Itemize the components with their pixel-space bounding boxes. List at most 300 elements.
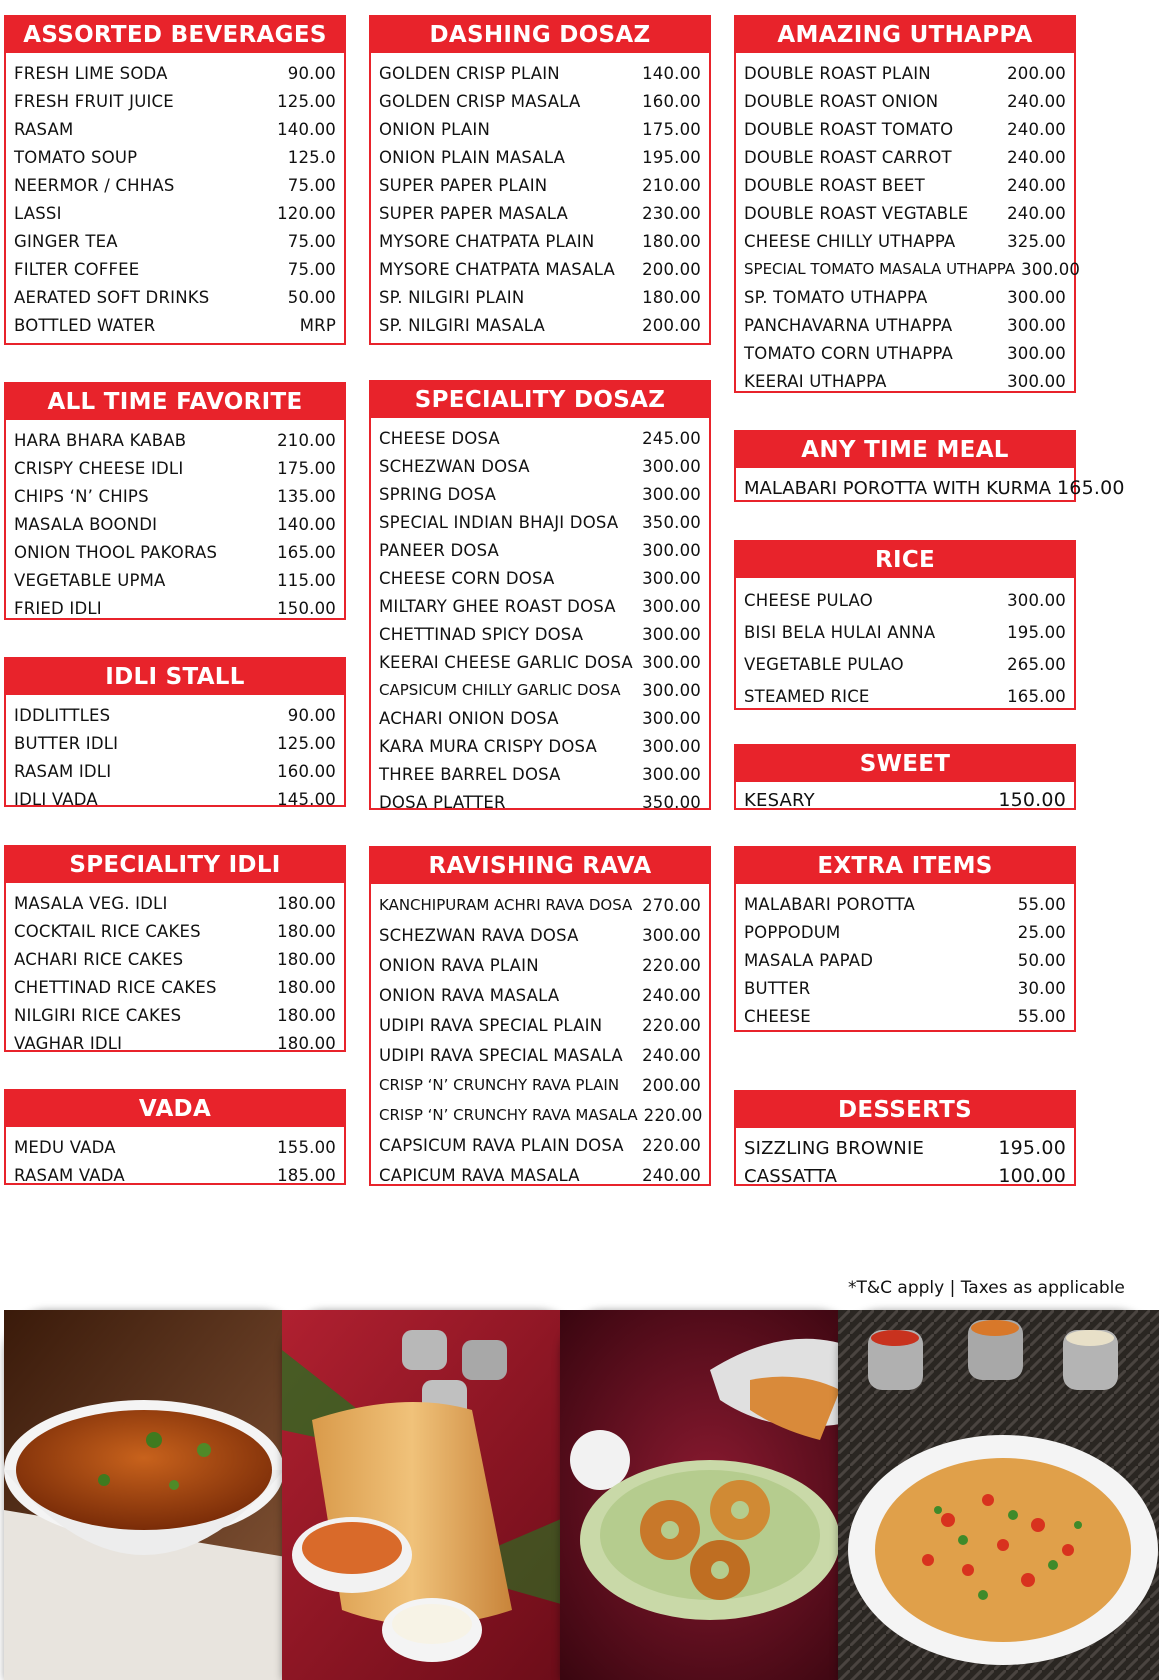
menu-item-price: 240.00 <box>1007 119 1066 139</box>
menu-item-name: DOSA PLATTER <box>379 792 506 812</box>
menu-item <box>744 788 1066 812</box>
menu-item-name: RASAM <box>14 119 74 139</box>
menu-item-price: 240.00 <box>1007 91 1066 111</box>
menu-list <box>736 782 1074 816</box>
menu-item-name: GOLDEN CRISP PLAIN <box>379 63 560 83</box>
menu-item-name: CAPSICUM RAVA PLAIN DOSA <box>379 1135 624 1155</box>
menu-item <box>14 917 336 945</box>
menu-item-name: CHEESE CORN DOSA <box>379 568 555 588</box>
menu-item-price: 210.00 <box>642 175 701 195</box>
menu-item-price: 350.00 <box>642 512 701 532</box>
menu-list <box>736 884 1074 1034</box>
menu-item-price: 220.00 <box>642 1135 701 1155</box>
menu-item-price: 230.00 <box>642 203 701 223</box>
menu-item <box>744 1002 1066 1030</box>
menu-item <box>14 227 336 255</box>
menu-item-name: DOUBLE ROAST BEET <box>744 175 925 195</box>
menu-item-name: TOMATO CORN UTHAPPA <box>744 343 953 363</box>
menu-item-name: SCHEZWAN DOSA <box>379 456 530 476</box>
menu-list <box>736 53 1081 399</box>
menu-item-price: 300.00 <box>1007 343 1066 363</box>
menu-item-name: BUTTER IDLI <box>14 733 119 753</box>
section-title: RICE <box>736 542 1074 578</box>
menu-item-name: SIZZLING BROWNIE <box>744 1137 925 1159</box>
menu-list <box>6 695 344 817</box>
menu-item-price: 350.00 <box>642 792 701 812</box>
menu-item <box>744 680 1066 712</box>
menu-item <box>14 255 336 283</box>
menu-item <box>379 788 701 816</box>
menu-item-price: 180.00 <box>277 893 336 913</box>
menu-item-name: KARA MURA CRISPY DOSA <box>379 736 597 756</box>
menu-item-price: 125.0 <box>287 147 336 167</box>
section-title: IDLI STALL <box>6 659 344 695</box>
menu-item-name: CHEESE <box>744 1006 811 1026</box>
menu-item-name: SUPER PAPER PLAIN <box>379 175 548 195</box>
menu-item-name: KANCHIPURAM ACHRI RAVA DOSA <box>379 896 633 914</box>
menu-item <box>14 785 336 813</box>
menu-item-price: 50.00 <box>287 287 336 307</box>
menu-item-name: VEGETABLE UPMA <box>14 570 166 590</box>
section-dashing-dosaz <box>369 15 711 345</box>
menu-item <box>379 143 701 171</box>
menu-item <box>14 171 336 199</box>
menu-item <box>14 1133 336 1161</box>
menu-item <box>14 757 336 785</box>
menu-item-name: ACHARI ONION DOSA <box>379 708 559 728</box>
menu-item-name: CHETTINAD SPICY DOSA <box>379 624 584 644</box>
section-title: RAVISHING RAVA <box>371 848 709 884</box>
menu-item-name: DOUBLE ROAST ONION <box>744 91 939 111</box>
menu-item-price: 165.00 <box>277 542 336 562</box>
section-speciality-dosaz <box>369 380 711 810</box>
menu-item-price: 210.00 <box>277 430 336 450</box>
menu-item <box>379 760 701 788</box>
menu-list <box>371 53 709 343</box>
menu-item-price: 175.00 <box>642 119 701 139</box>
menu-item-price: 180.00 <box>277 977 336 997</box>
menu-item <box>379 732 701 760</box>
menu-item <box>379 255 701 283</box>
menu-item <box>379 676 701 704</box>
menu-item <box>744 616 1066 648</box>
menu-item-name: MALABARI POROTTA WITH KURMA <box>744 477 1052 499</box>
menu-item-price: 300.00 <box>642 652 701 672</box>
menu-item-price: 300.00 <box>642 456 701 476</box>
menu-item <box>744 974 1066 1002</box>
menu-item <box>379 1010 701 1040</box>
menu-list <box>6 53 344 343</box>
menu-item-price: 240.00 <box>642 1045 701 1065</box>
menu-item <box>14 283 336 311</box>
menu-item <box>379 620 701 648</box>
menu-item-name: AERATED SOFT DRINKS <box>14 287 210 307</box>
menu-item-name: ONION RAVA MASALA <box>379 985 560 1005</box>
menu-item-name: ONION PLAIN <box>379 119 490 139</box>
menu-item-price: 300.00 <box>642 764 701 784</box>
menu-item-name: KEERAI CHEESE GARLIC DOSA <box>379 652 633 672</box>
menu-item-name: SP. NILGIRI PLAIN <box>379 287 525 307</box>
menu-item <box>379 592 701 620</box>
menu-item-name: UDIPI RAVA SPECIAL MASALA <box>379 1045 623 1065</box>
menu-item-price: 55.00 <box>1017 894 1066 914</box>
menu-item-name: SPECIAL TOMATO MASALA UTHAPPA <box>744 260 1016 278</box>
menu-item <box>744 648 1066 680</box>
menu-item-name: NEERMOR / CHHAS <box>14 175 175 195</box>
menu-item-name: SP. TOMATO UTHAPPA <box>744 287 928 307</box>
menu-item-name: DOUBLE ROAST TOMATO <box>744 119 954 139</box>
menu-item <box>14 729 336 757</box>
menu-item-price: 55.00 <box>1017 1006 1066 1026</box>
menu-item-name: GOLDEN CRISP MASALA <box>379 91 581 111</box>
section-speciality-idli <box>4 845 346 1052</box>
menu-item-price: 155.00 <box>277 1137 336 1157</box>
menu-item <box>744 59 1066 87</box>
menu-item <box>14 143 336 171</box>
menu-item-price: 245.00 <box>642 428 701 448</box>
menu-item-name: MYSORE CHATPATA PLAIN <box>379 231 595 251</box>
section-amazing-uthappa <box>734 15 1081 393</box>
menu-item-price: 220.00 <box>643 1105 703 1125</box>
menu-item-name: SUPER PAPER MASALA <box>379 203 568 223</box>
menu-item-price: 115.00 <box>277 570 336 590</box>
menu-item-name: UDIPI RAVA SPECIAL PLAIN <box>379 1015 603 1035</box>
menu-item-price: 75.00 <box>287 259 336 279</box>
menu-item <box>744 1162 1066 1190</box>
menu-item-price: 90.00 <box>287 705 336 725</box>
menu-item-price: 195.00 <box>642 147 701 167</box>
menu-item-name: POPPODUM <box>744 922 841 942</box>
menu-list <box>371 884 709 1194</box>
section-any-time-meal <box>734 430 1125 502</box>
terms-note: *T&C apply | Taxes as applicable <box>848 1278 1125 1298</box>
menu-item <box>14 311 336 339</box>
menu-item-price: 90.00 <box>287 63 336 83</box>
menu-item-name: DOUBLE ROAST CARROT <box>744 147 952 167</box>
section-vada <box>4 1089 346 1185</box>
section-title: SPECIALITY IDLI <box>6 847 344 883</box>
menu-item-name: MALABARI POROTTA <box>744 894 916 914</box>
menu-item <box>14 566 336 594</box>
menu-list <box>736 468 1125 506</box>
menu-item-price: 300.00 <box>642 568 701 588</box>
menu-item-name: THREE BARREL DOSA <box>379 764 561 784</box>
menu-item-price: 150.00 <box>998 789 1066 811</box>
menu-item <box>744 946 1066 974</box>
menu-item-price: 240.00 <box>1007 175 1066 195</box>
menu-item-name: RASAM VADA <box>14 1165 125 1185</box>
section-title: VADA <box>6 1091 344 1127</box>
section-title: SPECIALITY DOSAZ <box>371 382 709 418</box>
rasam-soup-photo <box>4 1310 304 1680</box>
menu-item <box>14 454 336 482</box>
menu-item-price: 75.00 <box>287 175 336 195</box>
menu-item-name: IDDLITTLES <box>14 705 111 725</box>
menu-item <box>14 538 336 566</box>
menu-item-price: 165.00 <box>1007 686 1066 706</box>
section-title: EXTRA ITEMS <box>736 848 1074 884</box>
section-title: ASSORTED BEVERAGES <box>6 17 344 53</box>
menu-item-price: 100.00 <box>998 1165 1066 1187</box>
section-title: DESSERTS <box>736 1092 1074 1128</box>
menu-item-price: 240.00 <box>642 985 701 1005</box>
menu-item <box>744 367 1066 395</box>
section-title: ALL TIME FAVORITE <box>6 384 344 420</box>
menu-item-name: FILTER COFFEE <box>14 259 140 279</box>
menu-item-name: ONION RAVA PLAIN <box>379 955 539 975</box>
menu-item <box>379 424 701 452</box>
menu-item-price: 300.00 <box>642 596 701 616</box>
menu-item-name: ACHARI RICE CAKES <box>14 949 184 969</box>
menu-item-name: VAGHAR IDLI <box>14 1033 123 1053</box>
menu-item-name: LASSI <box>14 203 62 223</box>
menu-item-name: COCKTAIL RICE CAKES <box>14 921 201 941</box>
menu-item <box>744 474 1125 502</box>
menu-list <box>736 578 1074 716</box>
menu-item <box>744 918 1066 946</box>
menu-item-name: MASALA BOONDI <box>14 514 158 534</box>
menu-item <box>379 452 701 480</box>
menu-item-name: CHIPS ‘N’ CHIPS <box>14 486 149 506</box>
menu-list <box>736 1128 1074 1194</box>
menu-item-price: 300.00 <box>1021 259 1081 279</box>
menu-item <box>14 973 336 1001</box>
menu-item-price: 25.00 <box>1017 922 1066 942</box>
menu-item-name: CRISPY CHEESE IDLI <box>14 458 184 478</box>
menu-item-name: STEAMED RICE <box>744 686 870 706</box>
menu-item-name: CHEESE CHILLY UTHAPPA <box>744 231 956 251</box>
menu-item-price: 265.00 <box>1007 654 1066 674</box>
menu-item-price: 300.00 <box>1007 371 1066 391</box>
menu-item-price: 195.00 <box>998 1137 1066 1159</box>
masala-dosa-photo <box>282 1310 582 1680</box>
uthappa-photo <box>838 1310 1159 1680</box>
menu-item-name: FRESH LIME SODA <box>14 63 168 83</box>
menu-item <box>379 480 701 508</box>
menu-item-price: 120.00 <box>277 203 336 223</box>
section-ravishing-rava <box>369 846 711 1186</box>
menu-item-name: BISI BELA HULAI ANNA <box>744 622 936 642</box>
menu-item <box>14 1161 336 1189</box>
menu-item <box>379 920 701 950</box>
menu-item-name: CRISP ‘N’ CRUNCHY RAVA PLAIN <box>379 1076 620 1094</box>
menu-item-price: 325.00 <box>1007 231 1066 251</box>
menu-item-name: HARA BHARA KABAB <box>14 430 187 450</box>
section-assorted-beverages <box>4 15 346 345</box>
menu-item <box>379 648 701 676</box>
menu-item-price: MRP <box>299 315 336 335</box>
menu-item-name: CHEESE PULAO <box>744 590 873 610</box>
menu-item-price: 220.00 <box>642 955 701 975</box>
menu-item-name: CAPICUM RAVA MASALA <box>379 1165 580 1185</box>
menu-item-price: 125.00 <box>277 91 336 111</box>
medu-vada-photo <box>560 1310 860 1680</box>
menu-item <box>379 115 701 143</box>
menu-item-name: SCHEZWAN RAVA DOSA <box>379 925 579 945</box>
menu-item-name: DOUBLE ROAST VEGTABLE <box>744 203 969 223</box>
menu-item <box>14 115 336 143</box>
menu-item <box>14 701 336 729</box>
menu-item-name: SPRING DOSA <box>379 484 497 504</box>
menu-item <box>14 87 336 115</box>
menu-item-price: 240.00 <box>1007 203 1066 223</box>
menu-item-name: KEERAI UTHAPPA <box>744 371 887 391</box>
menu-item <box>744 255 1081 283</box>
menu-item <box>379 283 701 311</box>
menu-item <box>379 890 701 920</box>
menu-item-price: 150.00 <box>277 598 336 618</box>
menu-item <box>744 311 1066 339</box>
menu-item-name: IDLI VADA <box>14 789 98 809</box>
menu-item-price: 195.00 <box>1007 622 1066 642</box>
menu-item-name: FRIED IDLI <box>14 598 102 618</box>
menu-item-name: TOMATO SOUP <box>14 147 138 167</box>
menu-item-price: 240.00 <box>1007 147 1066 167</box>
menu-item-price: 165.00 <box>1057 477 1125 499</box>
menu-list <box>371 418 709 820</box>
section-rice <box>734 540 1076 710</box>
menu-item-name: CASSATTA <box>744 1165 838 1187</box>
menu-item <box>14 482 336 510</box>
menu-item <box>744 171 1066 199</box>
menu-item-price: 180.00 <box>642 287 701 307</box>
menu-item-price: 185.00 <box>277 1165 336 1185</box>
menu-item <box>379 508 701 536</box>
menu-item-price: 180.00 <box>277 1033 336 1053</box>
menu-item <box>14 594 336 622</box>
menu-item-price: 180.00 <box>277 949 336 969</box>
menu-item-name: CAPSICUM CHILLY GARLIC DOSA <box>379 681 621 699</box>
menu-item-price: 300.00 <box>642 540 701 560</box>
menu-item <box>744 87 1066 115</box>
menu-item-price: 240.00 <box>642 1165 701 1185</box>
menu-item <box>744 339 1066 367</box>
menu-item-price: 200.00 <box>642 315 701 335</box>
menu-item-name: MASALA PAPAD <box>744 950 874 970</box>
menu-item-price: 300.00 <box>1007 287 1066 307</box>
menu-item <box>14 1001 336 1029</box>
menu-item-price: 135.00 <box>277 486 336 506</box>
menu-item-name: MYSORE CHATPATA MASALA <box>379 259 616 279</box>
menu-item-price: 180.00 <box>277 921 336 941</box>
menu-item <box>744 584 1066 616</box>
menu-item-name: PANCHAVARNA UTHAPPA <box>744 315 953 335</box>
menu-item-price: 300.00 <box>642 624 701 644</box>
section-all-time-favorite <box>4 382 346 620</box>
menu-item <box>14 889 336 917</box>
menu-item-name: BOTTLED WATER <box>14 315 156 335</box>
section-title: ANY TIME MEAL <box>736 432 1074 468</box>
menu-item <box>379 1040 701 1070</box>
menu-item-name: DOUBLE ROAST PLAIN <box>744 63 931 83</box>
menu-list <box>6 1127 344 1193</box>
section-extra-items <box>734 846 1076 1032</box>
menu-item <box>14 199 336 227</box>
menu-item <box>379 59 701 87</box>
menu-item-price: 300.00 <box>642 736 701 756</box>
menu-item-price: 160.00 <box>277 761 336 781</box>
menu-item <box>744 199 1066 227</box>
section-title: SWEET <box>736 746 1074 782</box>
menu-item-name: MEDU VADA <box>14 1137 116 1157</box>
menu-item-price: 140.00 <box>277 119 336 139</box>
menu-item <box>744 115 1066 143</box>
menu-item <box>14 59 336 87</box>
menu-item-name: FRESH FRUIT JUICE <box>14 91 174 111</box>
menu-item-price: 180.00 <box>642 231 701 251</box>
menu-item <box>379 536 701 564</box>
menu-item-name: BUTTER <box>744 978 811 998</box>
menu-item-price: 300.00 <box>1007 315 1066 335</box>
menu-item-price: 200.00 <box>642 1075 701 1095</box>
menu-item-name: PANEER DOSA <box>379 540 500 560</box>
menu-item-price: 200.00 <box>642 259 701 279</box>
menu-item-name: SPECIAL INDIAN BHAJI DOSA <box>379 512 619 532</box>
menu-item-name: RASAM IDLI <box>14 761 112 781</box>
menu-item-name: GINGER TEA <box>14 231 118 251</box>
menu-item-price: 140.00 <box>642 63 701 83</box>
menu-item-price: 220.00 <box>642 1015 701 1035</box>
menu-item-name: SP. NILGIRI MASALA <box>379 315 546 335</box>
menu-item <box>379 1130 701 1160</box>
menu-item <box>379 704 701 732</box>
menu-item-price: 50.00 <box>1017 950 1066 970</box>
menu-item-name: MILTARY GHEE ROAST DOSA <box>379 596 616 616</box>
menu-list <box>6 420 344 626</box>
menu-item <box>744 227 1066 255</box>
menu-item-price: 300.00 <box>642 925 701 945</box>
menu-item-price: 270.00 <box>642 895 701 915</box>
menu-item-price: 300.00 <box>1007 590 1066 610</box>
menu-item-price: 145.00 <box>277 789 336 809</box>
menu-item-name: ONION PLAIN MASALA <box>379 147 566 167</box>
menu-item-price: 75.00 <box>287 231 336 251</box>
menu-item-price: 300.00 <box>642 680 701 700</box>
menu-item <box>379 980 701 1010</box>
menu-item <box>379 171 701 199</box>
menu-item-price: 300.00 <box>642 484 701 504</box>
menu-item <box>14 426 336 454</box>
menu-item <box>379 1070 701 1100</box>
menu-item-name: VEGETABLE PULAO <box>744 654 904 674</box>
menu-item-price: 175.00 <box>277 458 336 478</box>
menu-item-price: 300.00 <box>642 708 701 728</box>
menu-item-name: KESARY <box>744 789 815 811</box>
section-title: DASHING DOSAZ <box>371 17 709 53</box>
menu-item-name: ONION THOOL PAKORAS <box>14 542 218 562</box>
menu-item <box>744 283 1066 311</box>
menu-item-name: CRISP ‘N’ CRUNCHY RAVA MASALA <box>379 1106 638 1124</box>
menu-item <box>14 510 336 538</box>
menu-item <box>379 950 701 980</box>
menu-item <box>744 890 1066 918</box>
menu-item <box>379 1100 701 1130</box>
section-desserts <box>734 1090 1076 1186</box>
menu-item-name: NILGIRI RICE CAKES <box>14 1005 182 1025</box>
menu-item-price: 140.00 <box>277 514 336 534</box>
menu-item-name: CHEESE DOSA <box>379 428 500 448</box>
section-idli-stall <box>4 657 346 807</box>
menu-item-price: 160.00 <box>642 91 701 111</box>
section-sweet <box>734 744 1076 810</box>
menu-item-name: MASALA VEG. IDLI <box>14 893 168 913</box>
section-title: AMAZING UTHAPPA <box>736 17 1074 53</box>
menu-list <box>6 883 344 1061</box>
menu-item-price: 30.00 <box>1017 978 1066 998</box>
menu-item <box>379 87 701 115</box>
menu-item-price: 200.00 <box>1007 63 1066 83</box>
menu-item <box>379 311 701 339</box>
